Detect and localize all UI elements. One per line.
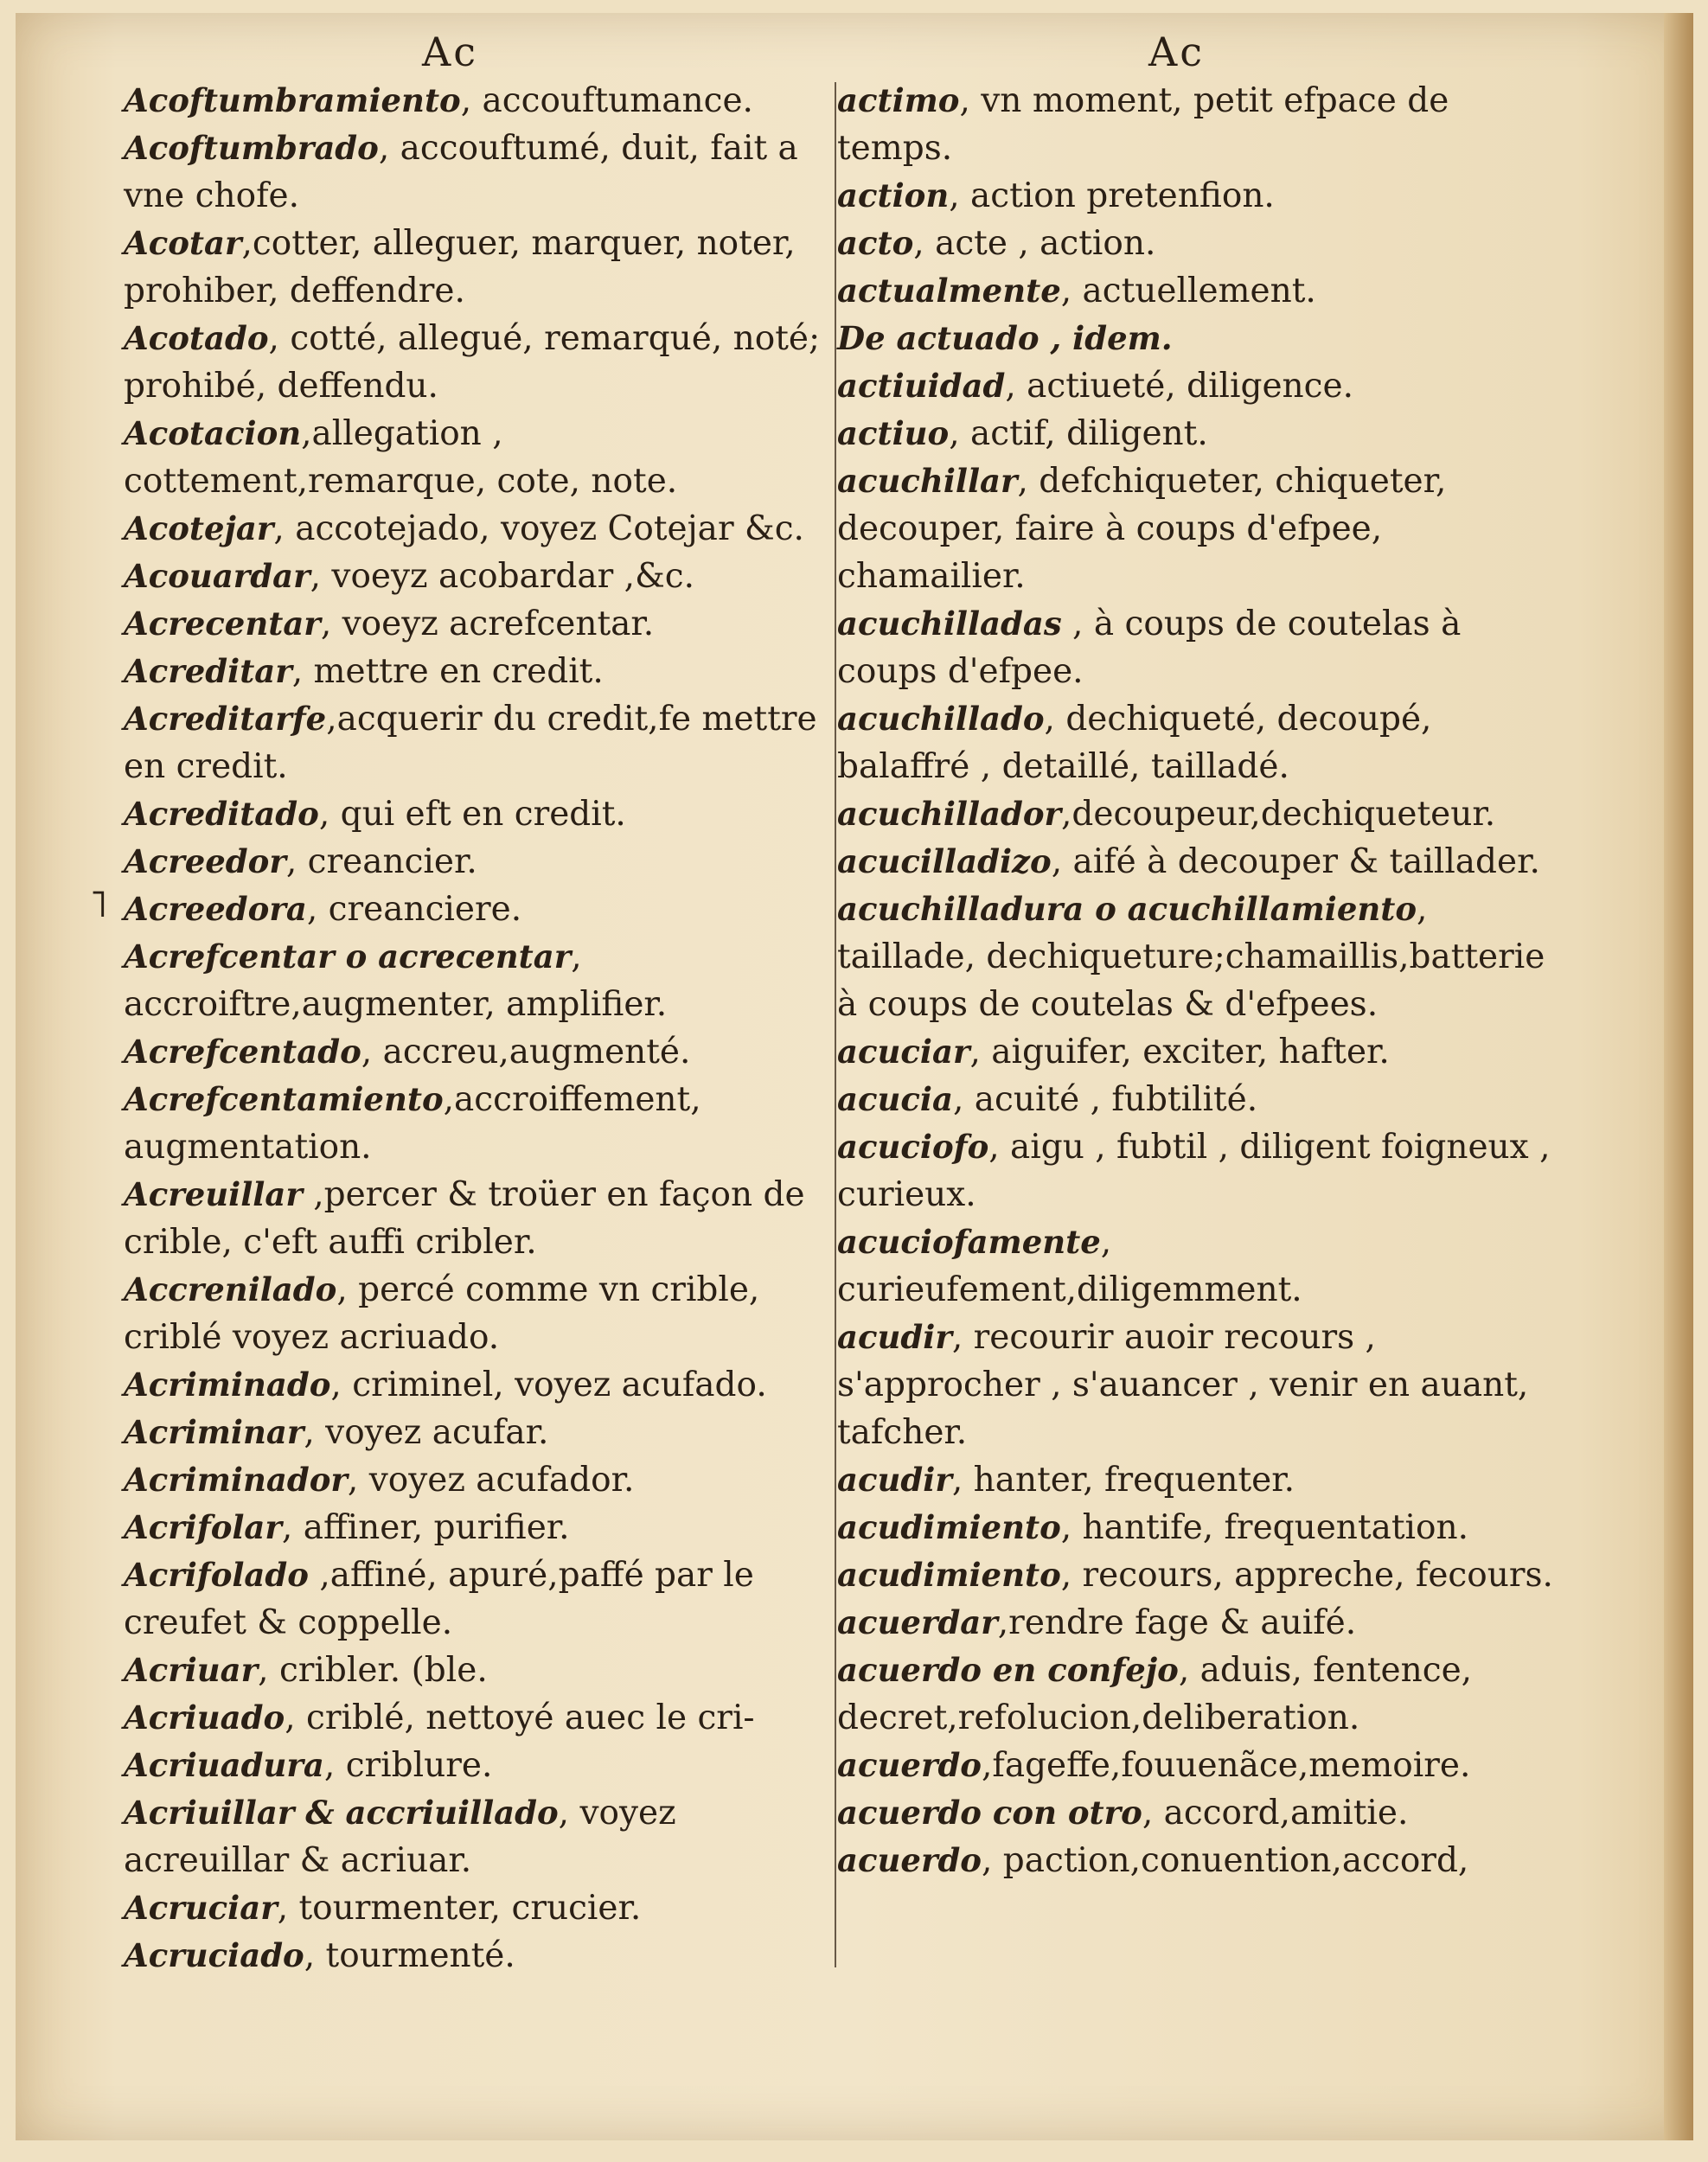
entry-definition: , voyez acreuillar & acriuar. (124, 1794, 676, 1880)
entry-headword: Acoftumbramiento (124, 81, 461, 119)
entry-headword: acuerdar (837, 1603, 998, 1641)
dictionary-entry (124, 1171, 833, 1266)
entry-headword: acuerdo (837, 1841, 982, 1879)
entry-definition: , aigu , fubtil , diligent foigneux , curieux. (837, 1128, 1551, 1214)
entry-definition: , criblure. (323, 1746, 493, 1785)
dictionary-entry (837, 838, 1564, 886)
entry-headword: acuchillador (837, 795, 1062, 833)
entry-headword: acucilladizo (837, 842, 1052, 880)
entry-headword: acudir (837, 1461, 952, 1499)
dictionary-entry (124, 315, 833, 410)
entry-headword: acudimiento (837, 1556, 1061, 1594)
dictionary-entry (124, 220, 833, 315)
dictionary-entry (124, 1456, 833, 1504)
dictionary-entry (837, 1076, 1564, 1123)
entry-headword: action (837, 176, 950, 214)
dictionary-entry (837, 77, 1564, 172)
entry-definition: , recours, appreche, fecours. (1060, 1556, 1553, 1595)
entry-definition: , cotté, allegué, remarqué, noté; prohibé, deffendu. (124, 319, 821, 406)
column-divider (835, 82, 836, 1967)
entry-definition: , aifé à decouper & taillader. (1051, 842, 1540, 881)
dictionary-entry (124, 125, 833, 220)
dictionary-entry (837, 457, 1564, 600)
entry-definition: , mettre en credit. (291, 652, 604, 691)
entry-headword: Acotar (124, 224, 242, 262)
entry-headword: acucia (837, 1080, 953, 1118)
entry-headword: actualmente (837, 272, 1061, 310)
entry-headword: acuerdo con otro (837, 1794, 1142, 1832)
entry-headword: Acrefcentado (124, 1033, 361, 1071)
dictionary-entry (837, 1504, 1564, 1551)
entry-headword: Acriuado (124, 1698, 285, 1737)
dictionary-entry (837, 1028, 1564, 1076)
dictionary-entry (837, 410, 1564, 457)
entry-definition: ,allegation , cottement,remarque, cote, note. (124, 414, 678, 501)
dictionary-entry (837, 886, 1564, 1028)
book-page (16, 13, 1693, 2140)
dictionary-entry (837, 1219, 1564, 1314)
entry-headword: acuerdo (837, 1746, 982, 1784)
entry-headword: actiuo (837, 414, 950, 452)
entry-definition: ,rendre fage & auifé. (997, 1603, 1357, 1642)
left-column (124, 77, 833, 1980)
entry-definition: ,affiné, apuré,paffé par le creufet & coppelle. (124, 1556, 754, 1642)
entry-definition: ,acquerir du credit,fe mettre en credit. (124, 700, 817, 786)
dictionary-entry (837, 1314, 1564, 1456)
entry-definition: , accotejado, voyez Cotejar &c. (273, 509, 804, 548)
entry-headword: acudir (837, 1318, 952, 1356)
dictionary-entry (124, 838, 833, 886)
entry-headword: Acruciado (124, 1936, 304, 1974)
entry-headword: Acriuillar & accriuillado (124, 1794, 559, 1832)
entry-definition: , qui eft en credit. (318, 795, 626, 834)
entry-headword: Acouardar (124, 557, 310, 595)
dictionary-entry (837, 220, 1564, 267)
entry-definition: ,accroiffement, augmentation. (124, 1080, 701, 1167)
entry-headword: Acriuadura (124, 1746, 324, 1784)
entry-definition: , creanciere. (306, 890, 522, 929)
entry-headword: acuciofamente (837, 1223, 1101, 1261)
entry-definition: , hantife, frequentation. (1060, 1508, 1468, 1547)
entry-definition: , actiueté, diligence. (1005, 367, 1353, 406)
right-column (837, 77, 1564, 1884)
entry-headword: Acrifolado (124, 1556, 309, 1594)
entry-headword: Acreedor (124, 842, 286, 880)
dictionary-entry (124, 600, 833, 648)
entry-headword: Acrifolar (124, 1508, 282, 1546)
entry-definition: ,fageffe,fouuenãce,memoire. (982, 1746, 1471, 1785)
entry-definition: , accouftumance. (460, 81, 753, 120)
entry-definition: , actif, diligent. (949, 414, 1208, 453)
entry-headword: Acriuar (124, 1651, 259, 1689)
entry-headword: Accrenilado (124, 1270, 337, 1308)
entry-definition: , voyez acufar. (304, 1413, 549, 1452)
entry-definition: , action pretenfion. (949, 176, 1275, 215)
entry-definition: , recourir auoir recours , s'approcher , s'auancer , venir en auant, tafcher. (837, 1318, 1529, 1452)
entry-headword: Acriminado (124, 1366, 331, 1404)
dictionary-entry (837, 362, 1564, 410)
entry-definition: , curieufement,diligemment. (837, 1223, 1302, 1309)
entry-definition: , à coups de coutelas à coups d'efpee. (837, 604, 1462, 691)
entry-headword: actiuidad (837, 367, 1006, 405)
entry-definition: , voeyz acrefcentar. (320, 604, 655, 643)
entry-definition: , tourmenter, crucier. (277, 1889, 642, 1928)
entry-definition: ,percer & troüer en façon de crible, c'eft auffi cribler. (124, 1175, 805, 1262)
entry-headword: Acrefcentamiento (124, 1080, 444, 1118)
dictionary-entry (124, 648, 833, 695)
running-header-left: Ac (422, 29, 478, 75)
entry-headword: Acreedora (124, 890, 307, 928)
dictionary-entry (837, 1599, 1564, 1647)
entry-headword: acuchilladas (837, 604, 1062, 643)
dictionary-entry (124, 410, 833, 505)
entry-headword: De actuado , idem. (837, 319, 1173, 357)
entry-definition: , voeyz acobardar ,&c. (310, 557, 695, 596)
page-edge (1664, 13, 1693, 2140)
dictionary-entry (837, 695, 1564, 790)
entry-headword: Acotado (124, 319, 269, 357)
entry-definition: ,cotter, alleguer, marquer, noter, prohiber, deffendre. (124, 224, 796, 310)
entry-headword: acuciofo (837, 1128, 989, 1166)
entry-headword: acuciar (837, 1033, 970, 1071)
entry-headword: acuchilladura o acuchillamiento (837, 890, 1417, 928)
dictionary-entry (124, 1694, 833, 1742)
entry-definition: , creancier. (285, 842, 477, 881)
entry-definition: , aduis, fentence, decret,refolucion,deliberation. (837, 1651, 1473, 1737)
entry-definition: , accord,amitie. (1142, 1794, 1409, 1833)
dictionary-entry (837, 1837, 1564, 1884)
entry-headword: acto (837, 224, 914, 262)
dictionary-entry (124, 886, 833, 933)
dictionary-entry (124, 1028, 833, 1076)
entry-headword: Acotacion (124, 414, 302, 452)
entry-definition: , defchiqueter, chiqueter, decouper, faire à coups d'efpee, chamailier. (837, 462, 1447, 596)
entry-definition: , hanter, frequenter. (951, 1461, 1295, 1500)
dictionary-entry (837, 1123, 1564, 1219)
entry-definition: , dechiqueté, decoupé, balaffré , detaillé, tailladé. (837, 700, 1432, 786)
dictionary-entry (837, 1456, 1564, 1504)
dictionary-entry (124, 77, 833, 125)
entry-headword: acudimiento (837, 1508, 1061, 1546)
dictionary-entry (837, 1742, 1564, 1789)
dictionary-entry (124, 1409, 833, 1456)
entry-headword: Acrefcentar o acrecentar (124, 937, 572, 975)
entry-definition: ,decoupeur,dechiqueteur. (1061, 795, 1496, 834)
dictionary-entry (124, 790, 833, 838)
dictionary-entry (837, 600, 1564, 695)
dictionary-entry (124, 505, 833, 553)
dictionary-entry (124, 695, 833, 790)
margin-mark: ˥ (89, 882, 108, 926)
entry-headword: Acriminar (124, 1413, 304, 1451)
entry-definition: , acte , action. (913, 224, 1156, 263)
dictionary-entry (837, 315, 1564, 362)
entry-headword: acuchillado (837, 700, 1045, 738)
entry-headword: Acreuillar (124, 1175, 303, 1213)
entry-definition: , aiguifer, exciter, hafter. (969, 1033, 1390, 1071)
entry-definition: , taillade, dechiqueture;chamaillis,batterie à coups de coutelas & d'efpees. (837, 890, 1545, 1024)
entry-definition: , vn moment, petit efpace de temps. (837, 81, 1449, 168)
dictionary-entry (124, 1647, 833, 1694)
dictionary-entry (124, 1266, 833, 1361)
dictionary-entry (837, 172, 1564, 220)
entry-headword: acuchillar (837, 462, 1018, 500)
entry-definition: , criminel, voyez acufado. (330, 1366, 767, 1404)
dictionary-entry (837, 1789, 1564, 1837)
entry-headword: Acotejar (124, 509, 274, 547)
dictionary-entry (124, 1551, 833, 1647)
entry-definition: , affiner, purifier. (281, 1508, 570, 1547)
entry-definition: , accouftumé, duit, fait a vne chofe. (124, 129, 798, 215)
dictionary-entry (124, 1789, 833, 1884)
entry-headword: acuerdo en confejo (837, 1651, 1179, 1689)
dictionary-entry (124, 1504, 833, 1551)
entry-definition: , paction,conuention,accord, (982, 1841, 1469, 1880)
dictionary-entry (124, 1932, 833, 1980)
dictionary-entry (124, 1076, 833, 1171)
entry-definition: , cribler. (ble. (258, 1651, 488, 1690)
dictionary-entry (124, 933, 833, 1028)
entry-definition: , accroiftre,augmenter, amplifier. (124, 937, 668, 1024)
entry-definition: , voyez acufador. (347, 1461, 635, 1500)
entry-headword: Acreditarfe (124, 700, 327, 738)
entry-headword: Acreditado (124, 795, 319, 833)
dictionary-entry (837, 790, 1564, 838)
dictionary-entry (837, 1551, 1564, 1599)
entry-definition: , criblé, nettoyé auec le cri- (285, 1698, 755, 1737)
dictionary-entry (124, 1742, 833, 1789)
entry-definition: , accreu,augmenté. (361, 1033, 691, 1071)
dictionary-entry (837, 1647, 1564, 1742)
dictionary-entry (124, 1884, 833, 1932)
dictionary-entry (124, 1361, 833, 1409)
running-header-right: Ac (1148, 29, 1205, 75)
dictionary-entry (837, 267, 1564, 315)
entry-headword: Acoftumbrado (124, 129, 379, 167)
entry-headword: Acruciar (124, 1889, 278, 1927)
entry-headword: actimo (837, 81, 960, 119)
dictionary-entry (124, 553, 833, 600)
entry-definition: , percé comme vn crible, criblé voyez acriuado. (124, 1270, 760, 1357)
entry-definition: , acuité , fubtilité. (952, 1080, 1258, 1119)
entry-headword: Acriminador (124, 1461, 348, 1499)
entry-definition: , tourmenté. (304, 1936, 515, 1975)
entry-headword: Acrecentar (124, 604, 321, 643)
entry-definition: , actuellement. (1060, 272, 1316, 310)
entry-headword: Acreditar (124, 652, 292, 690)
